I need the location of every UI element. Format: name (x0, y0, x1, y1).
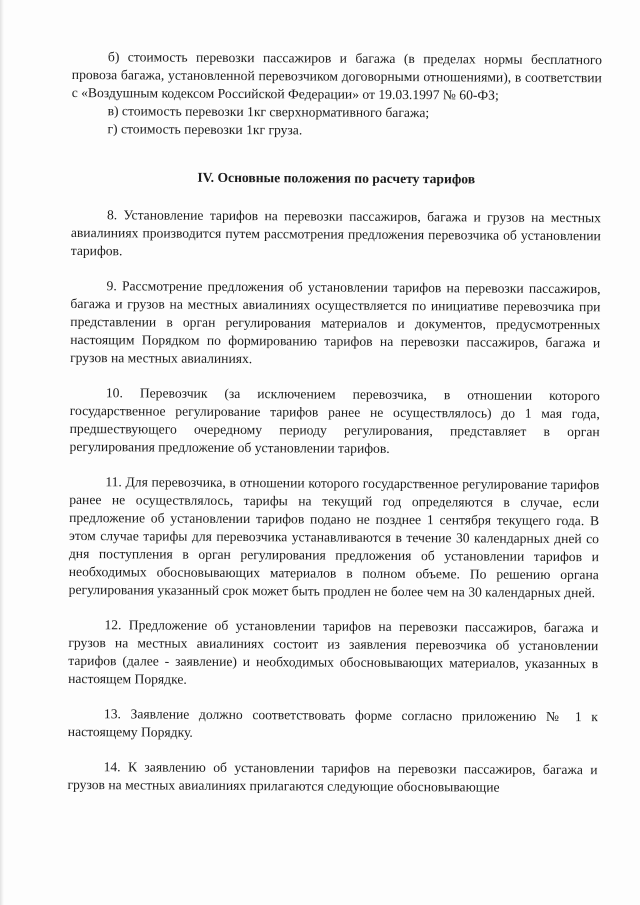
list-item-v: в) стоимость перевозки 1кг сверхнормативного багажа; (107, 103, 430, 121)
paragraph-11: 11. Для перевозчика, в отношении которого государственное регулирование тарифов ранее не осуществлялось, тарифы на текущий год определяются в случае, если предложение об установлении тарифов подано не позднее 1 сентября текущего года. В этом случае тарифы для перевозчика устанавливаются в течение 30 календарных дней со дня поступления в орган регулирования предложения об установлении тарифов и необходимых обосновывающих материалов в полном объеме. По решению органа регулирования указанный срок может быть продлен не более чем на 30 календарных дней. (68, 474, 600, 601)
paragraph-10: 10. Перевозчик (за исключением перевозчика, в отношении которого государственное регулирование тарифов ранее не осуществлялось) до 1 мая года, предшествующего очередному периоду регулирования, представляет в орган регулирования предложение об установлении тарифов. (69, 385, 600, 456)
scan-edge-left (0, 0, 4, 905)
paragraph-13: 13. Заявление должно соответствовать форме согласно приложению № 1 к настоящему Порядку. (67, 706, 598, 740)
paragraph-14: 14. К заявлению об установлении тарифов на перевозки пассажиров, багажа и грузов на местных авиалиниях прилагаются следующие обосновывающие (67, 759, 598, 795)
document-body (67, 48, 602, 797)
list-item-b: б) стоимость перевозки пассажиров и багажа (в пределах нормы бесплатного провоза багажа, установленной перевозчиком договорными отношениями), в соответствии с «Воздушным кодексом Российской Федерации» от 19.03.1997 № 60-ФЗ; (71, 49, 602, 103)
section-heading: IV. Основные положения по расчету тарифов (197, 169, 476, 187)
paragraph-12: 12. Предложение об установлении тарифов на перевозки пассажиров, багажа и грузов на местных авиалиниях состоит из заявления перевозчика об установлении тарифов (далее - заявление) и необходимых обосновывающих материалов, указанных в настоящем Порядке. (68, 617, 599, 687)
list-item-g: г) стоимость перевозки 1кг груза. (107, 121, 303, 138)
paragraph-9: 9. Рассмотрение предложения об установлении тарифов на перевозки пассажиров, багажа и грузов на местных авиалиниях осуществляется по инициативе перевозчика при представлении в орган регулирования материалов и документов, предусмотренных настоящим Порядком по формированию тарифов на перевозки пассажиров, багажа и грузов на местных авиалиниях. (70, 278, 601, 367)
paragraph-8: 8. Установление тарифов на перевозки пассажиров, багажа и грузов на местных авиалиниях производится путем рассмотрения предложения перевозчика об установлении тарифов. (70, 207, 602, 259)
spacer (71, 138, 601, 171)
